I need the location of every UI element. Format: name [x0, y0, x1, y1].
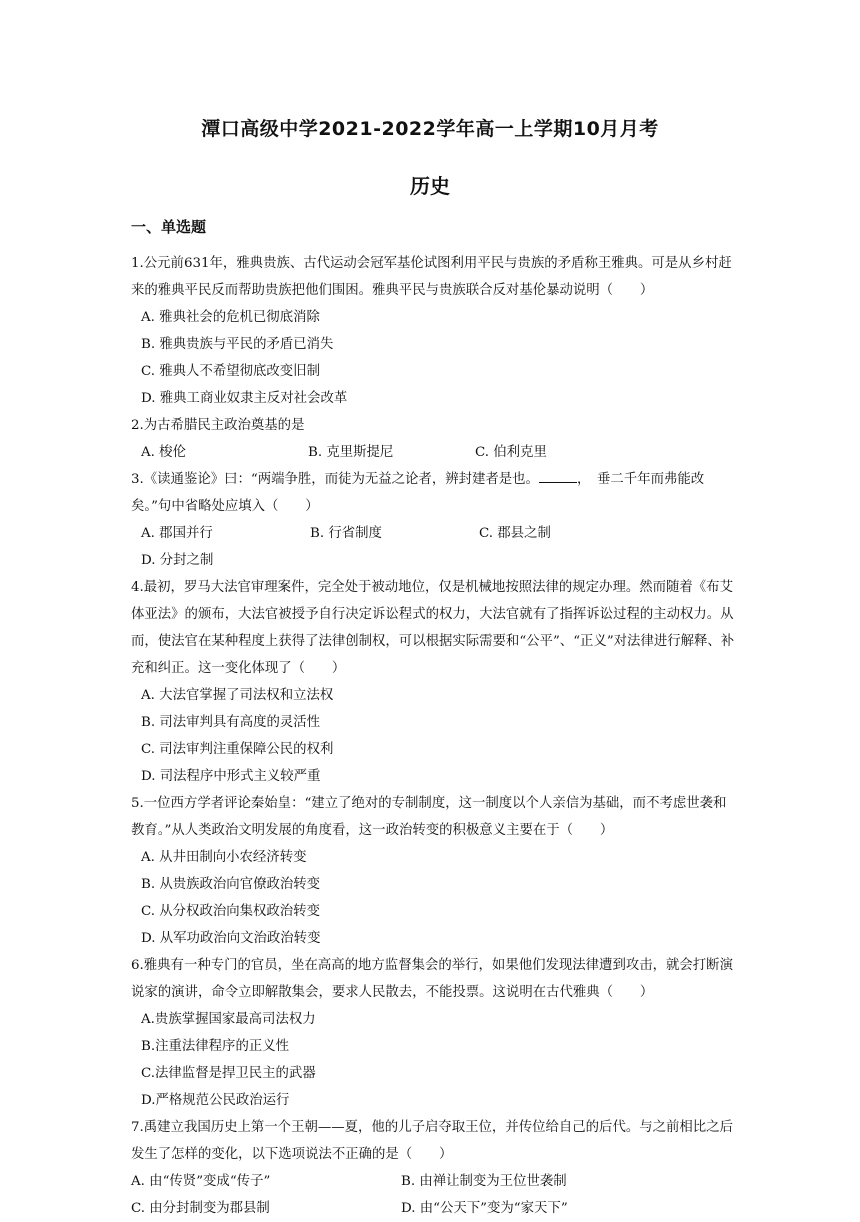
exam-title: 潭口高级中学2021-2022学年高一上学期10月月考: [201, 118, 659, 140]
question-3: [131, 466, 736, 574]
question-1: [131, 250, 736, 412]
option-c: C. 伯利克里: [475, 445, 547, 460]
option-list: [131, 520, 736, 574]
option-d: D.严格规范公民政治运行: [141, 1093, 290, 1108]
option-c: C. 郡县之制: [479, 526, 551, 541]
question-stem: 1.公元前631年，雅典贵族、古代运动会冠军基伦试图利用平民与贵族的矛盾称王雅典。可是从乡村赶来的雅典平民反而帮助贵族把他们围困。雅典平民与贵族联合反对基伦暴动说明（ ）: [131, 256, 732, 298]
question-list: [131, 250, 736, 1222]
option-list: [131, 1006, 736, 1114]
option-b: B. 行省制度: [310, 526, 382, 541]
option-b: B.注重法律程序的正义性: [141, 1039, 290, 1054]
question-6: [131, 952, 736, 1114]
question-stem: 2.为古希腊民主政治奠基的是: [131, 418, 305, 433]
option-a: A. 雅典社会的危机已彻底消除: [141, 310, 320, 325]
option-b: B. 雅典贵族与平民的矛盾已消失: [141, 337, 334, 352]
option-d: D. 司法程序中形式主义较严重: [141, 769, 321, 784]
option-b: B. 由禅让制变为王位世袭制: [401, 1174, 567, 1189]
question-7: [131, 1114, 736, 1222]
question-stem-part-2: ， 垂二千年而弗能改矣。”句中省略处应填入（ ）: [131, 472, 705, 514]
option-c: C. 司法审判注重保障公民的权利: [141, 742, 334, 757]
question-5: [131, 790, 736, 952]
option-list: [131, 844, 736, 952]
option-d: D. 由“公天下”变为“家天下”: [401, 1201, 568, 1216]
option-a: A. 大法官掌握了司法权和立法权: [141, 688, 334, 703]
option-a: A.贵族掌握国家最高司法权力: [141, 1012, 316, 1027]
option-list: [131, 304, 736, 412]
question-2: [131, 412, 736, 466]
option-b: B. 克里斯提尼: [308, 445, 394, 460]
option-d: D. 雅典工商业奴隶主反对社会改革: [141, 391, 348, 406]
option-list: [131, 1168, 736, 1222]
option-c: C. 由分封制变为郡县制: [131, 1201, 270, 1216]
question-stem-part-1: 3.《读通鉴论》曰：“两端争胜，而徒为无益之论者，辨封建者是也。: [131, 472, 539, 487]
option-a: A. 梭伦: [141, 445, 186, 460]
option-d: D. 分封之制: [141, 553, 214, 568]
question-stem: 6.雅典有一种专门的官员，坐在高高的地方监督集会的举行，如果他们发现法律遭到攻击，就会打断演说家的演讲，命令立即解散集会，要求人民散去，不能投票。这说明在古代雅典（ ）: [131, 958, 733, 1000]
question-stem: 4.最初，罗马大法官审理案件，完全处于被动地位，仅是机械地按照法律的规定办理。然而随着《布艾体亚法》的颁布，大法官被授予自行决定诉讼程式的权力，大法官就有了指挥诉讼过程的主动权力。从而，使法官在某种程度上获得了法律创制权，可以根据实际需要和“公平”、“正义”对法律进行解释、补充和纠正。这一变化体现了（ ）: [131, 580, 735, 676]
option-d: D. 从军功政治向文治政治转变: [141, 931, 321, 946]
option-b: B. 从贵族政治向官僚政治转变: [141, 877, 321, 892]
section-heading: 一、单选题: [131, 218, 207, 236]
option-list: [131, 439, 736, 466]
option-b: B. 司法审判具有高度的灵活性: [141, 715, 321, 730]
question-4: [131, 574, 736, 790]
question-stem: [131, 466, 736, 520]
option-c: C. 从分权政治向集权政治转变: [141, 904, 320, 919]
fill-blank: [539, 468, 577, 483]
option-a: A. 郡国并行: [141, 526, 213, 541]
option-c: C. 雅典人不希望彻底改变旧制: [141, 364, 320, 379]
option-list: [131, 682, 736, 790]
question-stem: 7.禹建立我国历史上第一个王朝——夏，他的儿子启夺取王位，并传位给自己的后代。与之前相比之后发生了怎样的变化，以下选项说法不正确的是（ ）: [131, 1120, 733, 1162]
option-a: A. 从井田制向小农经济转变: [141, 850, 307, 865]
option-a: A. 由“传贤”变成“传子”: [131, 1174, 271, 1189]
option-c: C.法律监督是捍卫民主的武器: [141, 1066, 316, 1081]
question-stem: 5.一位西方学者评论秦始皇：“建立了绝对的专制制度，这一制度以个人亲信为基础，而不考虑世袭和教育。”从人类政治文明发展的角度看，这一政治转变的积极意义主要在于（ ）: [131, 796, 727, 838]
exam-subject: 历史: [410, 174, 450, 198]
